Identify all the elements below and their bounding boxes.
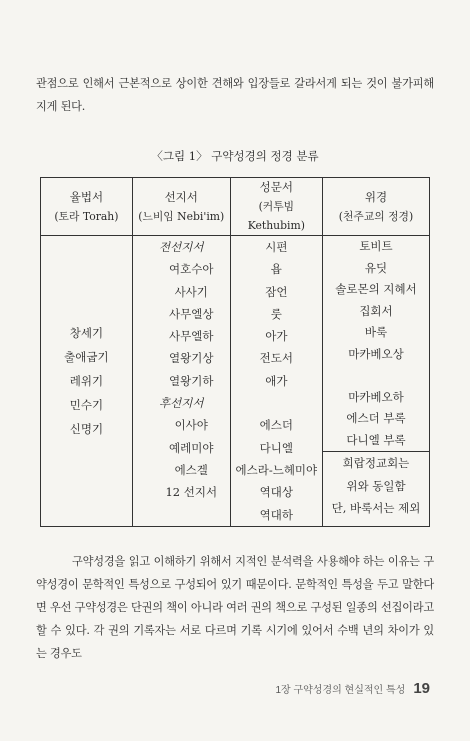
- note-line: 위와 동일함: [346, 478, 406, 493]
- list-item: 에스더 부록: [346, 411, 406, 425]
- latter-prophets-heading: 후선지서: [159, 396, 204, 411]
- page-number: 19: [413, 680, 430, 697]
- list-item: 솔로몬의 지혜서: [335, 282, 417, 296]
- body-paragraph-top: 관점으로 인해서 근본적으로 상이한 견해와 입장들로 갈라서게 되는 것이 불가피해지게 된다.: [36, 77, 434, 113]
- list-item: 집회서: [359, 303, 393, 318]
- list-item: 사사기: [174, 284, 208, 299]
- list-item: 에스더: [259, 418, 293, 433]
- list-item: 룻: [270, 306, 282, 321]
- list-item: 전도서: [259, 351, 293, 366]
- list-item: 유딧: [364, 260, 388, 275]
- header-prophets-sub: (느비임 Nebi'im): [138, 209, 225, 223]
- header-apocrypha: [322, 178, 429, 236]
- list-item: 사무엘하: [169, 329, 214, 344]
- list-item: 열왕기하: [169, 373, 214, 388]
- list-item: 아가: [265, 329, 288, 344]
- list-item: 에스라-느헤미야: [235, 462, 318, 477]
- prophets-books-cell: [132, 236, 230, 527]
- apocrypha-gap: [323, 365, 429, 387]
- list-item: 바룩: [364, 325, 388, 339]
- list-item: 잠언: [265, 284, 288, 299]
- header-prophets-title: 선지서: [164, 189, 198, 204]
- figure-caption: 〈그림 1〉 구약성경의 정경 분류: [151, 149, 319, 163]
- list-item: 역대상: [259, 485, 293, 500]
- header-writings-title: 성문서: [259, 180, 293, 194]
- header-apocrypha-sub: (천주교의 정경): [338, 209, 414, 223]
- note-line: 단, 바룩서는 제외: [331, 501, 421, 515]
- list-item: 여호수아: [169, 262, 214, 277]
- header-apocrypha-title: 위경: [364, 189, 388, 204]
- header-writings-sub: (커투빔 Kethubim): [247, 200, 305, 232]
- list-item: 역대하: [259, 507, 293, 522]
- list-item: 예레미야: [169, 440, 214, 455]
- list-item: 시편: [265, 240, 288, 254]
- orthodox-note-cell: [322, 452, 429, 527]
- list-item: 레위기: [69, 373, 104, 388]
- list-item: 마카베오상: [348, 346, 404, 361]
- writings-books-cell: [230, 236, 322, 527]
- list-item: 다니엘 부록: [346, 432, 406, 447]
- list-item: 토비트: [359, 239, 393, 253]
- header-writings: [230, 178, 322, 236]
- former-prophets-heading: 전선지서: [159, 240, 204, 254]
- list-item: 욥: [270, 262, 282, 277]
- list-item: 사무엘상: [169, 306, 214, 321]
- list-item: 창세기: [69, 325, 104, 340]
- list-item: 마카베오하: [348, 389, 404, 404]
- list-item: 애가: [265, 373, 288, 388]
- list-item: 에스겔: [174, 462, 208, 477]
- torah-books-cell: [41, 236, 133, 527]
- list-item: 다니엘: [259, 440, 293, 455]
- list-item: 민수기: [69, 397, 104, 412]
- writings-gap: [231, 392, 322, 414]
- list-item: 이사야: [174, 418, 208, 433]
- header-prophets: [132, 178, 230, 236]
- body-paragraph-bottom: 구약성경을 읽고 이해하기 위해서 지적인 분석력을 사용해야 하는 이유는 구약성경이 문학적인 특성으로 구성되어 있기 때문이다. 문학적인 특성을 두고 말한다면 우선 구약성경은 단권의 책이 아니라 여러 권의 책으로 구성된 일종의 선집이라고 할 수 있다. 각 권의 기록자는 서로 다르며 기록 시기에 있어서 수백 년의 차이가 있는 경우도: [36, 555, 434, 660]
- apocrypha-books-cell: [322, 236, 429, 452]
- running-footer-chapter: 1장 구약성경의 현실적인 특성: [275, 685, 406, 696]
- canon-classification-table: [40, 177, 430, 527]
- note-line: 희랍정교회는: [342, 456, 410, 470]
- list-item: 신명기: [69, 421, 104, 436]
- header-torah: [41, 178, 133, 236]
- list-item: 출애굽기: [64, 349, 109, 364]
- header-torah-sub: (토라 Torah): [54, 209, 119, 223]
- page-footer: [275, 680, 430, 697]
- list-item: 12 선지서: [165, 485, 218, 500]
- header-torah-title: 율법서: [69, 189, 104, 204]
- list-item: 열왕기상: [169, 351, 214, 366]
